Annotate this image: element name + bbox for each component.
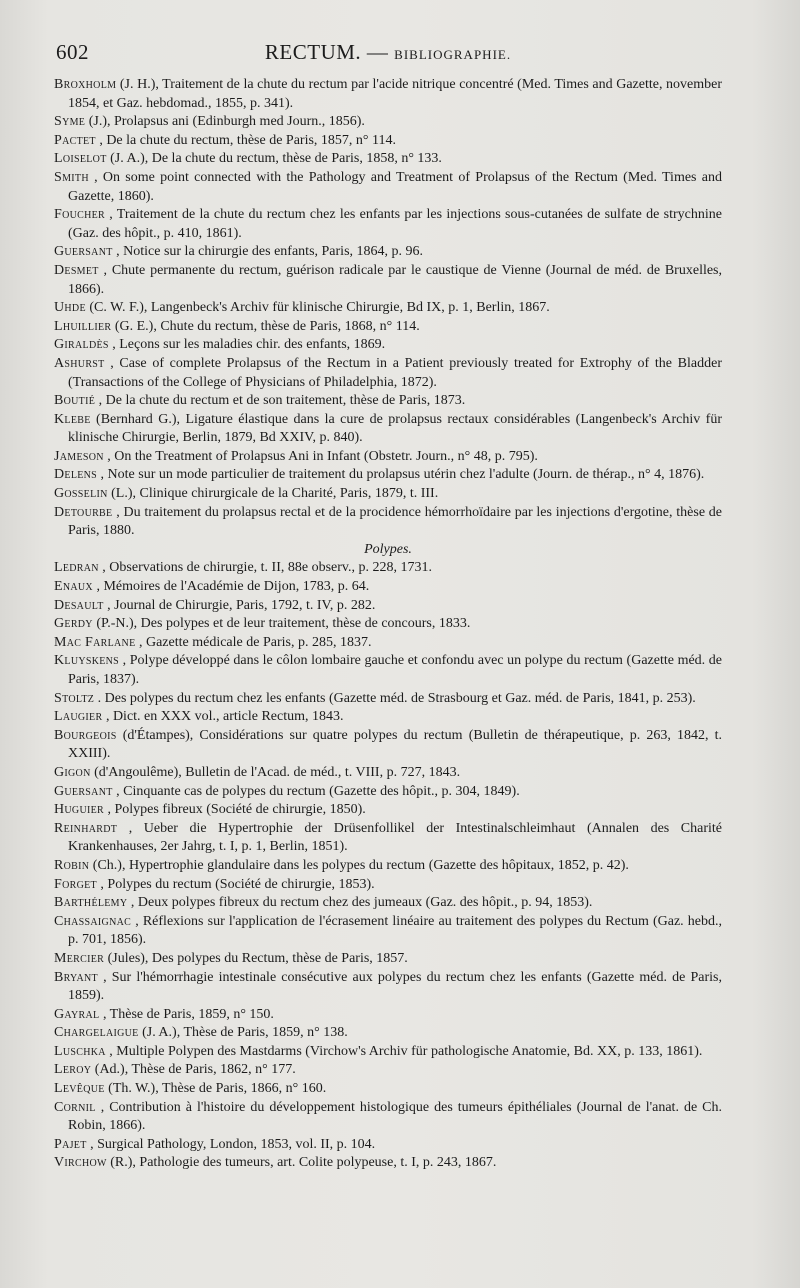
entry-author: Huguier bbox=[54, 802, 104, 818]
bibliography-entry bbox=[54, 1043, 722, 1062]
entry-text: (J.), Prolapsus ani (Edinburgh med Journ., 1856). bbox=[88, 114, 365, 130]
running-title bbox=[56, 40, 720, 65]
entry-text: (P.-N.), Des polypes et de leur traitement, thèse de concours, 1833. bbox=[96, 616, 471, 632]
entry-text: (J. A.), Thèse de Paris, 1859, n° 138. bbox=[142, 1025, 348, 1041]
bibliography-entry bbox=[54, 708, 722, 727]
entry-author: Giraldès bbox=[54, 337, 109, 353]
bibliography-entry bbox=[54, 559, 722, 578]
entry-author: Loiselot bbox=[54, 151, 107, 167]
entry-author: Klebe bbox=[54, 411, 91, 427]
entry-text: , Observations de chirurgie, t. II, 88e observ., p. 228, 1731. bbox=[102, 560, 433, 576]
entry-author: Broxholm bbox=[54, 77, 117, 92]
entry-text: , Thèse de Paris, 1859, n° 150. bbox=[102, 1006, 274, 1022]
entry-text: (J. H.), Traitement de la chute du rectum par l'acide nitrique concentré (Med. Times and Gazette, november 1854, et Gaz. hebdomad., 1855, p. 341). bbox=[68, 77, 723, 111]
bibliography-entry bbox=[54, 336, 722, 355]
bibliography-entry bbox=[54, 1024, 722, 1043]
bibliography-entry bbox=[54, 764, 722, 783]
entry-text: , De la chute du rectum et de son traitement, thèse de Paris, 1873. bbox=[98, 393, 466, 409]
bibliography-entry bbox=[54, 1154, 722, 1173]
entry-text: , De la chute du rectum, thèse de Paris, 1857, n° 114. bbox=[99, 132, 396, 148]
bibliography-entry bbox=[54, 113, 722, 132]
entry-author: Chassaignac bbox=[54, 913, 132, 929]
bibliography-entry bbox=[54, 857, 722, 876]
entry-author: Jameson bbox=[54, 448, 104, 464]
page-number: 602 bbox=[56, 40, 89, 64]
entry-author: Uhde bbox=[54, 300, 86, 316]
entry-text: (Th. W.), Thèse de Paris, 1866, n° 160. bbox=[108, 1081, 327, 1097]
entry-author: Bryant bbox=[54, 969, 98, 985]
entry-author: Pajet bbox=[54, 1136, 87, 1152]
entry-text: . Des polypes du rectum chez les enfants (Gazette méd. de Strasbourg et Gaz. méd. de Paris, 1841, p. 253). bbox=[97, 690, 696, 706]
entry-author: Levêque bbox=[54, 1081, 105, 1097]
bibliography-entry bbox=[54, 578, 722, 597]
entry-author: Desault bbox=[54, 597, 104, 613]
bibliography-entry bbox=[54, 299, 722, 318]
entry-text: , Chute permanente du rectum, guérison radicale par le caustique de Vienne (Journal de méd. de Bruxelles, 1866). bbox=[68, 262, 723, 297]
bibliography-entry bbox=[54, 504, 722, 541]
entry-author: Forget bbox=[54, 876, 97, 892]
entry-text: , Traitement de la chute du rectum chez les enfants par les injections sous-cutanées de sulfate de strychnine (Gaz. des hôpit., p. 410, 1861). bbox=[68, 207, 722, 241]
entry-text: , Polypes fibreux (Société de chirurgie, 1850). bbox=[107, 802, 366, 818]
entry-author: Gayral bbox=[54, 1006, 100, 1022]
entry-text: , Polypes du rectum (Société de chirurgie, 1853). bbox=[100, 876, 375, 892]
bibliography-entry bbox=[54, 913, 722, 950]
entry-text: (C. W. F.), Langenbeck's Archiv für klinische Chirurgie, Bd IX, p. 1, Berlin, 1867. bbox=[89, 300, 550, 316]
bibliography-entry bbox=[54, 615, 722, 634]
entry-author: Bourgeois bbox=[54, 727, 117, 743]
entry-author: Stoltz bbox=[54, 690, 95, 706]
bibliography-entry bbox=[54, 1080, 722, 1099]
entry-text: , Sur l'hémorrhagie intestinale consécutive aux polypes du rectum chez les enfants (Gazette méd. de Paris, 1859). bbox=[68, 969, 722, 1004]
entry-author: Desmet bbox=[54, 262, 99, 278]
entry-text: (J. A.), De la chute du rectum, thèse de Paris, 1858, n° 133. bbox=[110, 151, 442, 167]
bibliography-entry bbox=[54, 727, 722, 764]
entry-text: , Leçons sur les maladies chir. des enfants, 1869. bbox=[112, 337, 386, 353]
entry-text: , On some point connected with the Pathology and Treatment of Prolapsus of the Rectum (Med. Times and Gazette, 1860). bbox=[68, 169, 722, 204]
entry-author: Virchow bbox=[54, 1155, 107, 1171]
entry-author: Syme bbox=[54, 114, 86, 130]
entry-text: (d'Angoulême), Bulletin de l'Acad. de méd., t. VIII, p. 727, 1843. bbox=[94, 764, 461, 780]
bibliography-entry bbox=[54, 652, 722, 689]
running-title-main: RECTUM. — bbox=[264, 40, 389, 64]
bibliography-prolapsus bbox=[54, 76, 722, 541]
entry-author: Barthélemy bbox=[54, 895, 128, 911]
running-title-sub: BIBLIOGRAPHIE. bbox=[394, 47, 512, 62]
entry-text: , Notice sur la chirurgie des enfants, Paris, 1864, p. 96. bbox=[116, 244, 424, 260]
entry-author: Reinhardt bbox=[54, 820, 118, 836]
entry-text: , Ueber die Hypertrophie der Drüsenfollikel der Intestinalschleimhaut (Annalen des Charité Krankenhauses, 2er Jahrg, t. I, p. 1, Berlin, 1851). bbox=[68, 820, 723, 855]
bibliography-entry bbox=[54, 448, 722, 467]
bibliography-entry bbox=[54, 206, 722, 243]
entry-author: Ashurst bbox=[54, 355, 105, 371]
entry-text: , Contribution à l'histoire du développement histologique des tumeurs épithéliales (Journal de l'anat. de Ch. Robin, 1866). bbox=[68, 1099, 723, 1134]
bibliography-entry bbox=[54, 132, 722, 151]
bibliography-entry bbox=[54, 243, 722, 262]
bibliography-entry bbox=[54, 318, 722, 337]
entry-text: , On the Treatment of Prolapsus Ani in Infant (Obstetr. Journ., n° 48, p. 795). bbox=[107, 448, 538, 464]
entry-author: Luschka bbox=[54, 1043, 106, 1059]
entry-author: Enaux bbox=[54, 579, 93, 595]
bibliography-entry bbox=[54, 150, 722, 169]
entry-author: Laugier bbox=[54, 709, 103, 725]
entry-author: Pactet bbox=[54, 132, 96, 148]
entry-author: Ledran bbox=[54, 560, 99, 576]
entry-author: Robin bbox=[54, 857, 90, 873]
entry-text: , Cinquante cas de polypes du rectum (Gazette des hôpit., p. 304, 1849). bbox=[116, 783, 520, 799]
bibliography-entry bbox=[54, 634, 722, 653]
bibliography-entry bbox=[54, 355, 722, 392]
entry-author: Gigon bbox=[54, 764, 91, 780]
bibliography-entry bbox=[54, 1099, 722, 1136]
entry-author: Gerdy bbox=[54, 616, 93, 632]
entry-text: (Jules), Des polypes du Rectum, thèse de Paris, 1857. bbox=[107, 950, 408, 966]
entry-text: , Du traitement du prolapsus rectal et de la procidence hémorrhoïdaire par les injections d'ergotine, thèse de Paris, 1880. bbox=[68, 504, 723, 539]
entry-author: Delens bbox=[54, 467, 98, 483]
bibliography-entry bbox=[54, 485, 722, 504]
entry-text: , Case of complete Prolapsus of the Rectum in a Patient previously treated for Extrophy of the Bladder (Transactions of the College of Physicians of Philadelphia, 1872). bbox=[68, 355, 722, 390]
bibliography bbox=[54, 76, 722, 1173]
entry-text: , Note sur un mode particulier de traitement du prolapsus utérin chez l'adulte (Journ. de thérap., n° 4, 1876). bbox=[100, 467, 705, 483]
bibliography-entry bbox=[54, 969, 722, 1006]
entry-author: Detourbe bbox=[54, 504, 113, 520]
bibliography-entry bbox=[54, 783, 722, 802]
entry-text: (L.), Clinique chirurgicale de la Charité, Paris, 1879, t. III. bbox=[111, 486, 439, 502]
entry-text: , Mémoires de l'Académie de Dijon, 1783, p. 64. bbox=[96, 579, 370, 595]
section-heading: Polypes. bbox=[364, 541, 412, 557]
entry-text: , Surgical Pathology, London, 1853, vol. II, p. 104. bbox=[90, 1136, 376, 1152]
entry-text: , Dict. en XXX vol., article Rectum, 1843. bbox=[105, 709, 344, 725]
entry-text: (Bernhard G.), Ligature élastique dans la cure de prolapsus rectaux considérables (Langenbeck's Archiv für klinische Chirurgie, Berlin, 1879, Bd XXIV, p. 840). bbox=[68, 411, 722, 446]
entry-text: (Ch.), Hypertrophie glandulaire dans les polypes du rectum (Gazette des hôpitaux, 1852, p. 42). bbox=[92, 857, 629, 873]
entry-author: Boutié bbox=[54, 393, 96, 409]
entry-text: , Polype développé dans le côlon lombaire gauche et confondu avec un polype du rectum (Gazette méd. de Paris, 1837). bbox=[68, 653, 722, 687]
entry-author: Mac Farlane bbox=[54, 634, 136, 650]
bibliography-entry bbox=[54, 169, 722, 206]
entry-author: Cornil bbox=[54, 1099, 96, 1115]
bibliography-entry bbox=[54, 1006, 722, 1025]
bibliography-entry bbox=[54, 466, 722, 485]
bibliography-entry bbox=[54, 262, 722, 299]
entry-author: Mercier bbox=[54, 950, 105, 966]
entry-author: Guersant bbox=[54, 783, 113, 799]
entry-author: Lhuillier bbox=[54, 318, 112, 334]
entry-author: Chargelaigue bbox=[54, 1025, 139, 1041]
bibliography-entry bbox=[54, 894, 722, 913]
bibliography-entry bbox=[54, 876, 722, 895]
entry-text: , Multiple Polypen des Mastdarms (Virchow's Archiv für pathologische Anatomie, Bd. XX, p. 133, 1861). bbox=[109, 1043, 703, 1059]
bibliography-entry bbox=[54, 411, 722, 448]
entry-author: Leroy bbox=[54, 1062, 92, 1078]
entry-author: Kluyskens bbox=[54, 653, 120, 669]
bibliography-entry bbox=[54, 690, 722, 709]
entry-text: , Journal de Chirurgie, Paris, 1792, t. IV, p. 282. bbox=[107, 597, 376, 613]
entry-text: (Ad.), Thèse de Paris, 1862, n° 177. bbox=[94, 1062, 296, 1078]
entry-author: Gosselin bbox=[54, 486, 108, 502]
bibliography-entry bbox=[54, 801, 722, 820]
bibliography-entry bbox=[54, 1136, 722, 1155]
entry-author: Foucher bbox=[54, 207, 105, 223]
bibliography-entry bbox=[54, 950, 722, 969]
entry-text: , Deux polypes fibreux du rectum chez des jumeaux (Gaz. des hôpit., p. 94, 1853). bbox=[130, 895, 593, 911]
bibliography-entry bbox=[54, 597, 722, 616]
bibliography-entry bbox=[54, 76, 722, 113]
entry-text: (d'Étampes), Considérations sur quatre polypes du rectum (Bulletin de thérapeutique, p. 263, 1842, t. XXIII). bbox=[68, 727, 723, 762]
entry-text: , Gazette médicale de Paris, p. 285, 1837. bbox=[138, 634, 372, 650]
bibliography-entry bbox=[54, 392, 722, 411]
entry-text: , Réflexions sur l'application de l'écrasement linéaire au traitement des polypes du Rectum (Gaz. hebd., p. 701, 1856). bbox=[68, 913, 722, 948]
page-header bbox=[56, 40, 720, 70]
entry-text: (R.), Pathologie des tumeurs, art. Colite polypeuse, t. I, p. 243, 1867. bbox=[110, 1155, 497, 1171]
entry-author: Smith bbox=[54, 169, 89, 185]
entry-text: (G. E.), Chute du rectum, thèse de Paris, 1868, n° 114. bbox=[114, 318, 420, 334]
entry-author: Guersant bbox=[54, 244, 113, 260]
bibliography-polypes bbox=[54, 559, 722, 1173]
bibliography-entry bbox=[54, 1061, 722, 1080]
bibliography-entry bbox=[54, 820, 722, 857]
